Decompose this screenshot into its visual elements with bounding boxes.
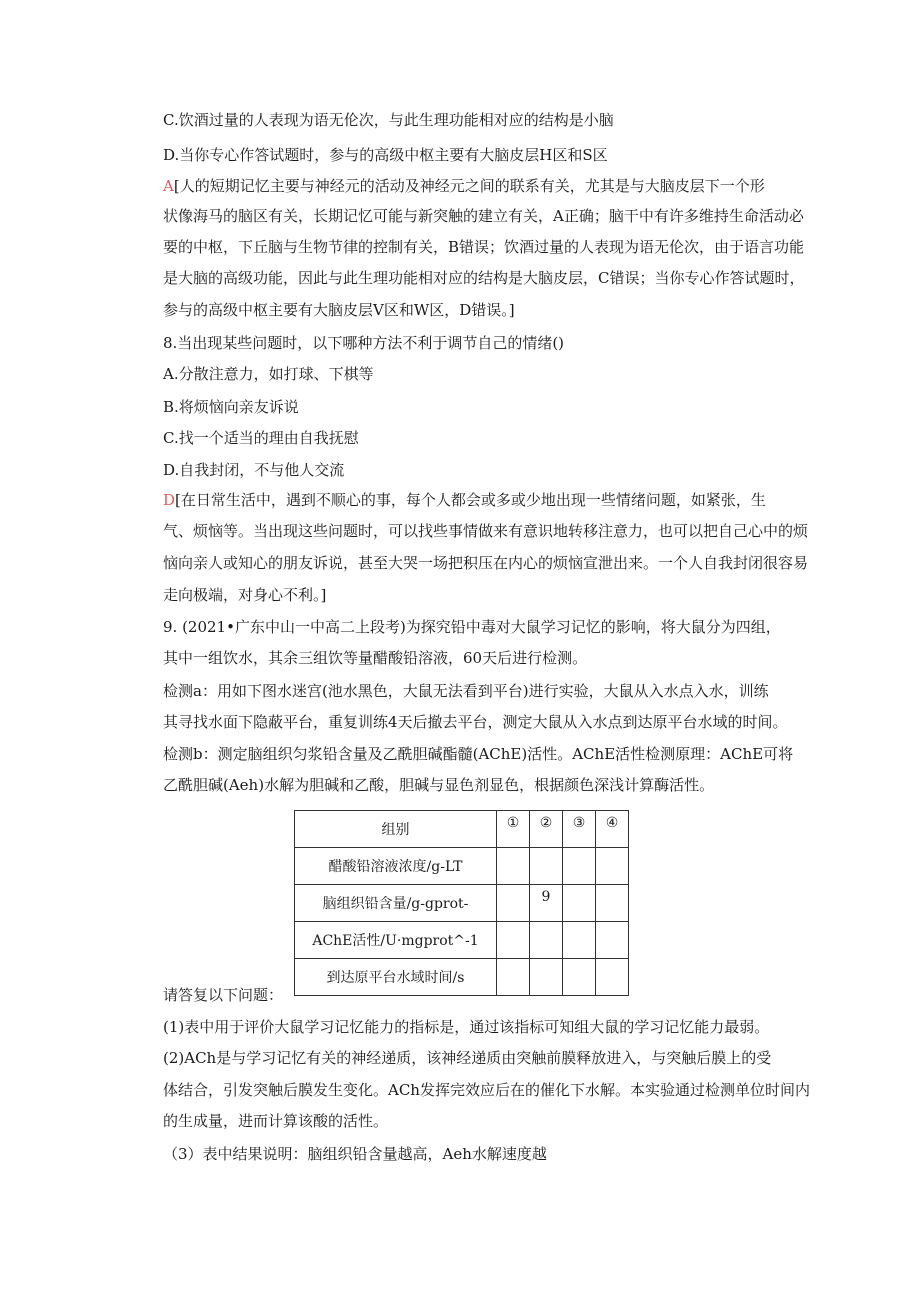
table-header-row <box>295 811 629 848</box>
table-row <box>295 885 629 922</box>
q7-answer-letter: A <box>163 177 174 195</box>
row-label: 到达原平台水域时间/s <box>295 959 497 996</box>
q7-option-d: D.当你专心作答试题时，参与的高级中枢主要有大脑皮层H区和S区 <box>163 146 608 164</box>
table-cell <box>497 922 530 959</box>
table-cell <box>596 922 629 959</box>
q7-explanation-line-1: A[人的短期记忆主要与神经元的活动及神经元之间的联系有关，尤其是与大脑皮层下一个形 <box>163 177 765 195</box>
q8-explanation-line-3: 恼向亲人或知心的朋友诉说，甚至大哭一场把积压在内心的烦恼宣泄出来。一个人自我封闭很容易 <box>163 554 809 572</box>
table-header-cell: ② <box>530 811 563 848</box>
row-label: AChE活性/U·mgprot^-1 <box>295 922 497 959</box>
q9-sub-question-2-line-2: 体结合，引发突触后膜发生变化。ACh发挥完效应后在的催化下水解。本实验通过检测单位时间内 <box>163 1081 810 1099</box>
row-label: 醋酸铅溶液浓度/g-LT <box>295 848 497 885</box>
q7-option-c: C.饮酒过量的人表现为语无伦次，与此生理功能相对应的结构是小脑 <box>163 111 614 129</box>
row-label: 脑组织铅含量/g-gprot- <box>295 885 497 922</box>
table-cell <box>497 885 530 922</box>
q9-stem-line-1: 9. (2021•广东中山一中高二上段考)为探究铅中毒对大鼠学习记忆的影响，将大鼠分为四组， <box>163 618 781 636</box>
q9-test-a-line-2: 其寻找水面下隐蔽平台，重复训练4天后撤去平台，测定大鼠从入水点到达原平台水域的时间。 <box>163 713 788 731</box>
q8-option-c: C.找一个适当的理由自我抚慰 <box>163 429 359 447</box>
q8-answer-letter: D <box>163 491 176 509</box>
q8-option-b: B.将烦恼向亲友诉说 <box>163 398 299 416</box>
table-row <box>295 922 629 959</box>
q8-option-a: A.分散注意力，如打球、下棋等 <box>163 365 374 383</box>
table-cell <box>530 848 563 885</box>
table-header-group: 组别 <box>295 811 497 848</box>
q9-test-b-line-2: 乙酰胆碱(Aeh)水解为胆碱和乙酸，胆碱与显色剂显色，根据颜色深浅计算酶活性。 <box>163 776 715 794</box>
table-cell <box>530 922 563 959</box>
q7-explanation-line-5: 参与的高级中枢主要有大脑皮层V区和W区，D错误。] <box>163 301 515 319</box>
table-cell <box>563 885 596 922</box>
q7-explanation-line-4: 是大脑的高级功能，因此与此生理功能相对应的结构是大脑皮层，C错误；当你专心作答试题时， <box>163 269 805 287</box>
q8-explanation-line-1: D[在日常生活中，遇到不顺心的事，每个人都会或多或少地出现一些情绪问题，如紧张，生 <box>163 491 766 509</box>
table-cell <box>563 959 596 996</box>
q9-test-b-line-1: 检测b：测定脑组织匀浆铅含量及乙酰胆碱酯髓(AChE)活性。AChE活性检测原理：AChE可将 <box>163 745 794 763</box>
table-header-cell: ③ <box>563 811 596 848</box>
table-cell <box>596 959 629 996</box>
q7-explanation-line-3: 要的中枢，下丘脑与生物节律的控制有关，B错误；饮酒过量的人表现为语无伦次，由于语言功能 <box>163 238 805 256</box>
q9-sub-question-2-line-1: (2)ACh是与学习记忆有关的神经递质，该神经递质由突触前膜释放进入，与突触后膜上的受 <box>163 1049 772 1067</box>
table-header-cell: ④ <box>596 811 629 848</box>
q9-prompt: 请答复以下问题： <box>163 986 284 1004</box>
table-row <box>295 959 629 996</box>
table-cell <box>530 959 563 996</box>
q9-sub-question-1: (1)表中用于评价大鼠学习记忆能力的指标是，通过该指标可知组大鼠的学习记忆能力最弱。 <box>163 1018 770 1036</box>
q8-stem: 8.当出现某些问题时，以下哪种方法不利于调节自己的情绪() <box>163 334 565 352</box>
table-cell <box>497 959 530 996</box>
table-row <box>295 848 629 885</box>
table-cell <box>563 848 596 885</box>
q8-explanation-line-2: 气、烦恼等。当出现这些问题时，可以找些事情做来有意识地转移注意力，也可以把自己心中的烦 <box>163 522 809 540</box>
q7-explanation-line-2: 状像海马的脑区有关，长期记忆可能与新突触的建立有关，A正确；脑干中有许多维持生命活动必 <box>163 207 804 225</box>
q9-stem-line-2: 其中一组饮水，其余三组饮等量醋酸铅溶液，60天后进行检测。 <box>163 649 588 667</box>
table-cell: 9 <box>530 885 563 922</box>
table-cell <box>497 848 530 885</box>
q9-sub-question-3: （3）表中结果说明：脑组织铅含量越高，Aeh水解速度越 <box>163 1145 547 1163</box>
q8-option-d: D.自我封闭，不与他人交流 <box>163 461 345 479</box>
q9-test-a-line-1: 检测a：用如下图水迷宫(池水黑色，大鼠无法看到平台)进行实验，大鼠从入水点入水，训练 <box>163 682 769 700</box>
table-header-cell: ① <box>497 811 530 848</box>
table-cell <box>596 848 629 885</box>
q9-sub-question-2-line-3: 的生成量，进而计算该酸的活性。 <box>163 1112 389 1130</box>
table-cell <box>563 922 596 959</box>
results-table <box>294 810 629 996</box>
q8-explanation-line-4: 走向极端，对身心不利。] <box>163 586 327 604</box>
table-cell <box>596 885 629 922</box>
